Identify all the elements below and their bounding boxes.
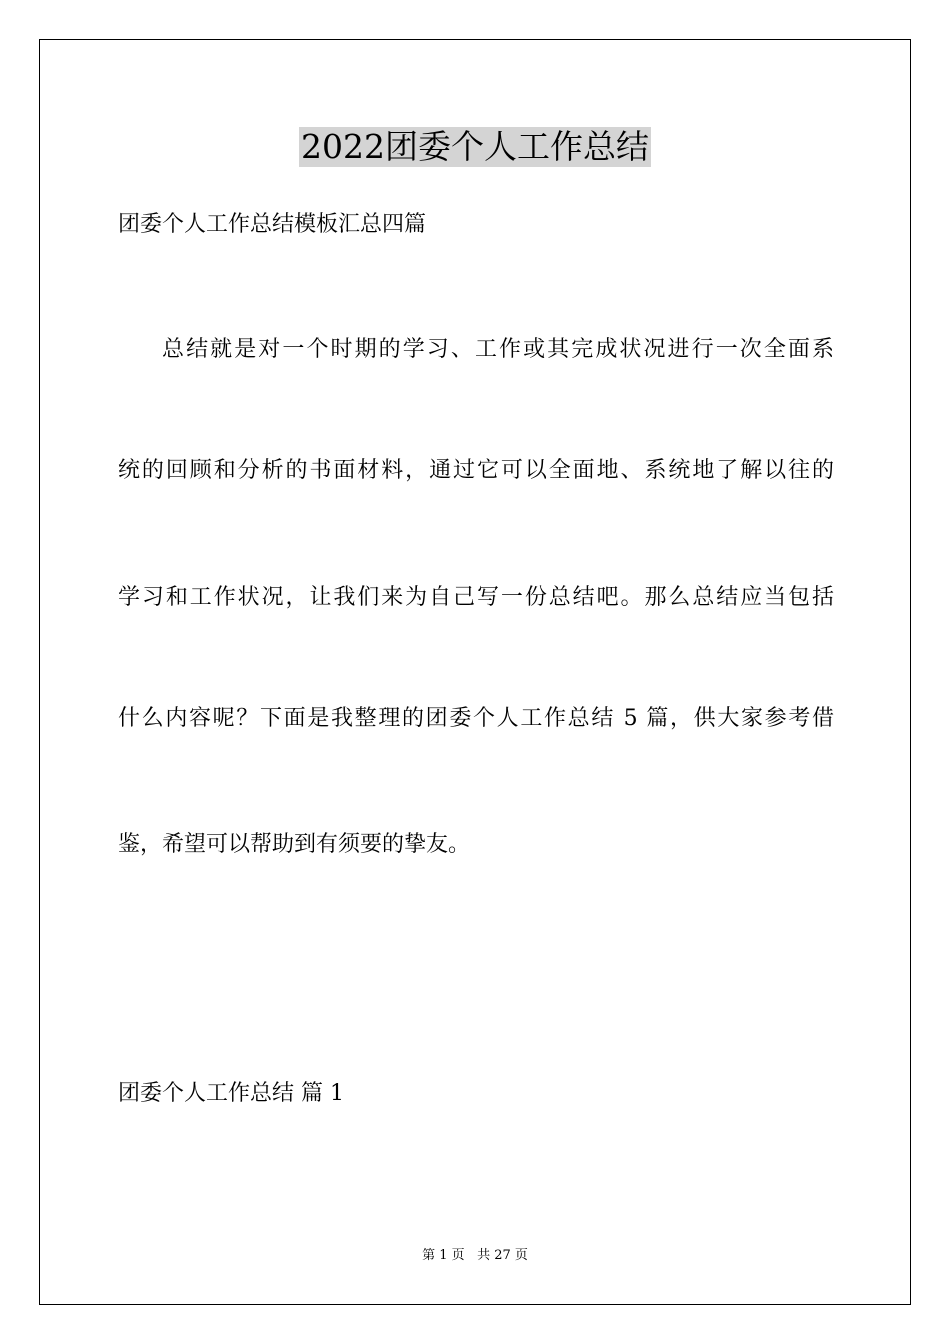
paragraph-line-2: 统的回顾和分析的书面材料，通过它可以全面地、系统地了解以往的	[118, 458, 834, 483]
paragraph-line-4: 什么内容呢？下面是我整理的团委个人工作总结 5 篇，供大家参考借	[118, 706, 834, 731]
page-footer	[0, 1247, 950, 1265]
paragraph-line-5: 鉴，希望可以帮助到有须要的挚友。	[118, 832, 471, 857]
title-container	[0, 127, 950, 167]
document-subtitle: 团委个人工作总结模板汇总四篇	[118, 212, 427, 237]
page-number: 第 1 页	[422, 1248, 465, 1263]
document-title: 2022团委个人工作总结	[301, 127, 649, 166]
paragraph-line-1: 总结就是对一个时期的学习、工作或其完成状况进行一次全面系	[162, 337, 834, 362]
section-heading: 团委个人工作总结 篇 1	[118, 1081, 344, 1106]
paragraph-line-3: 学习和工作状况，让我们来为自己写一份总结吧。那么总结应当包括	[118, 585, 834, 610]
page-total: 共 27 页	[477, 1248, 528, 1263]
